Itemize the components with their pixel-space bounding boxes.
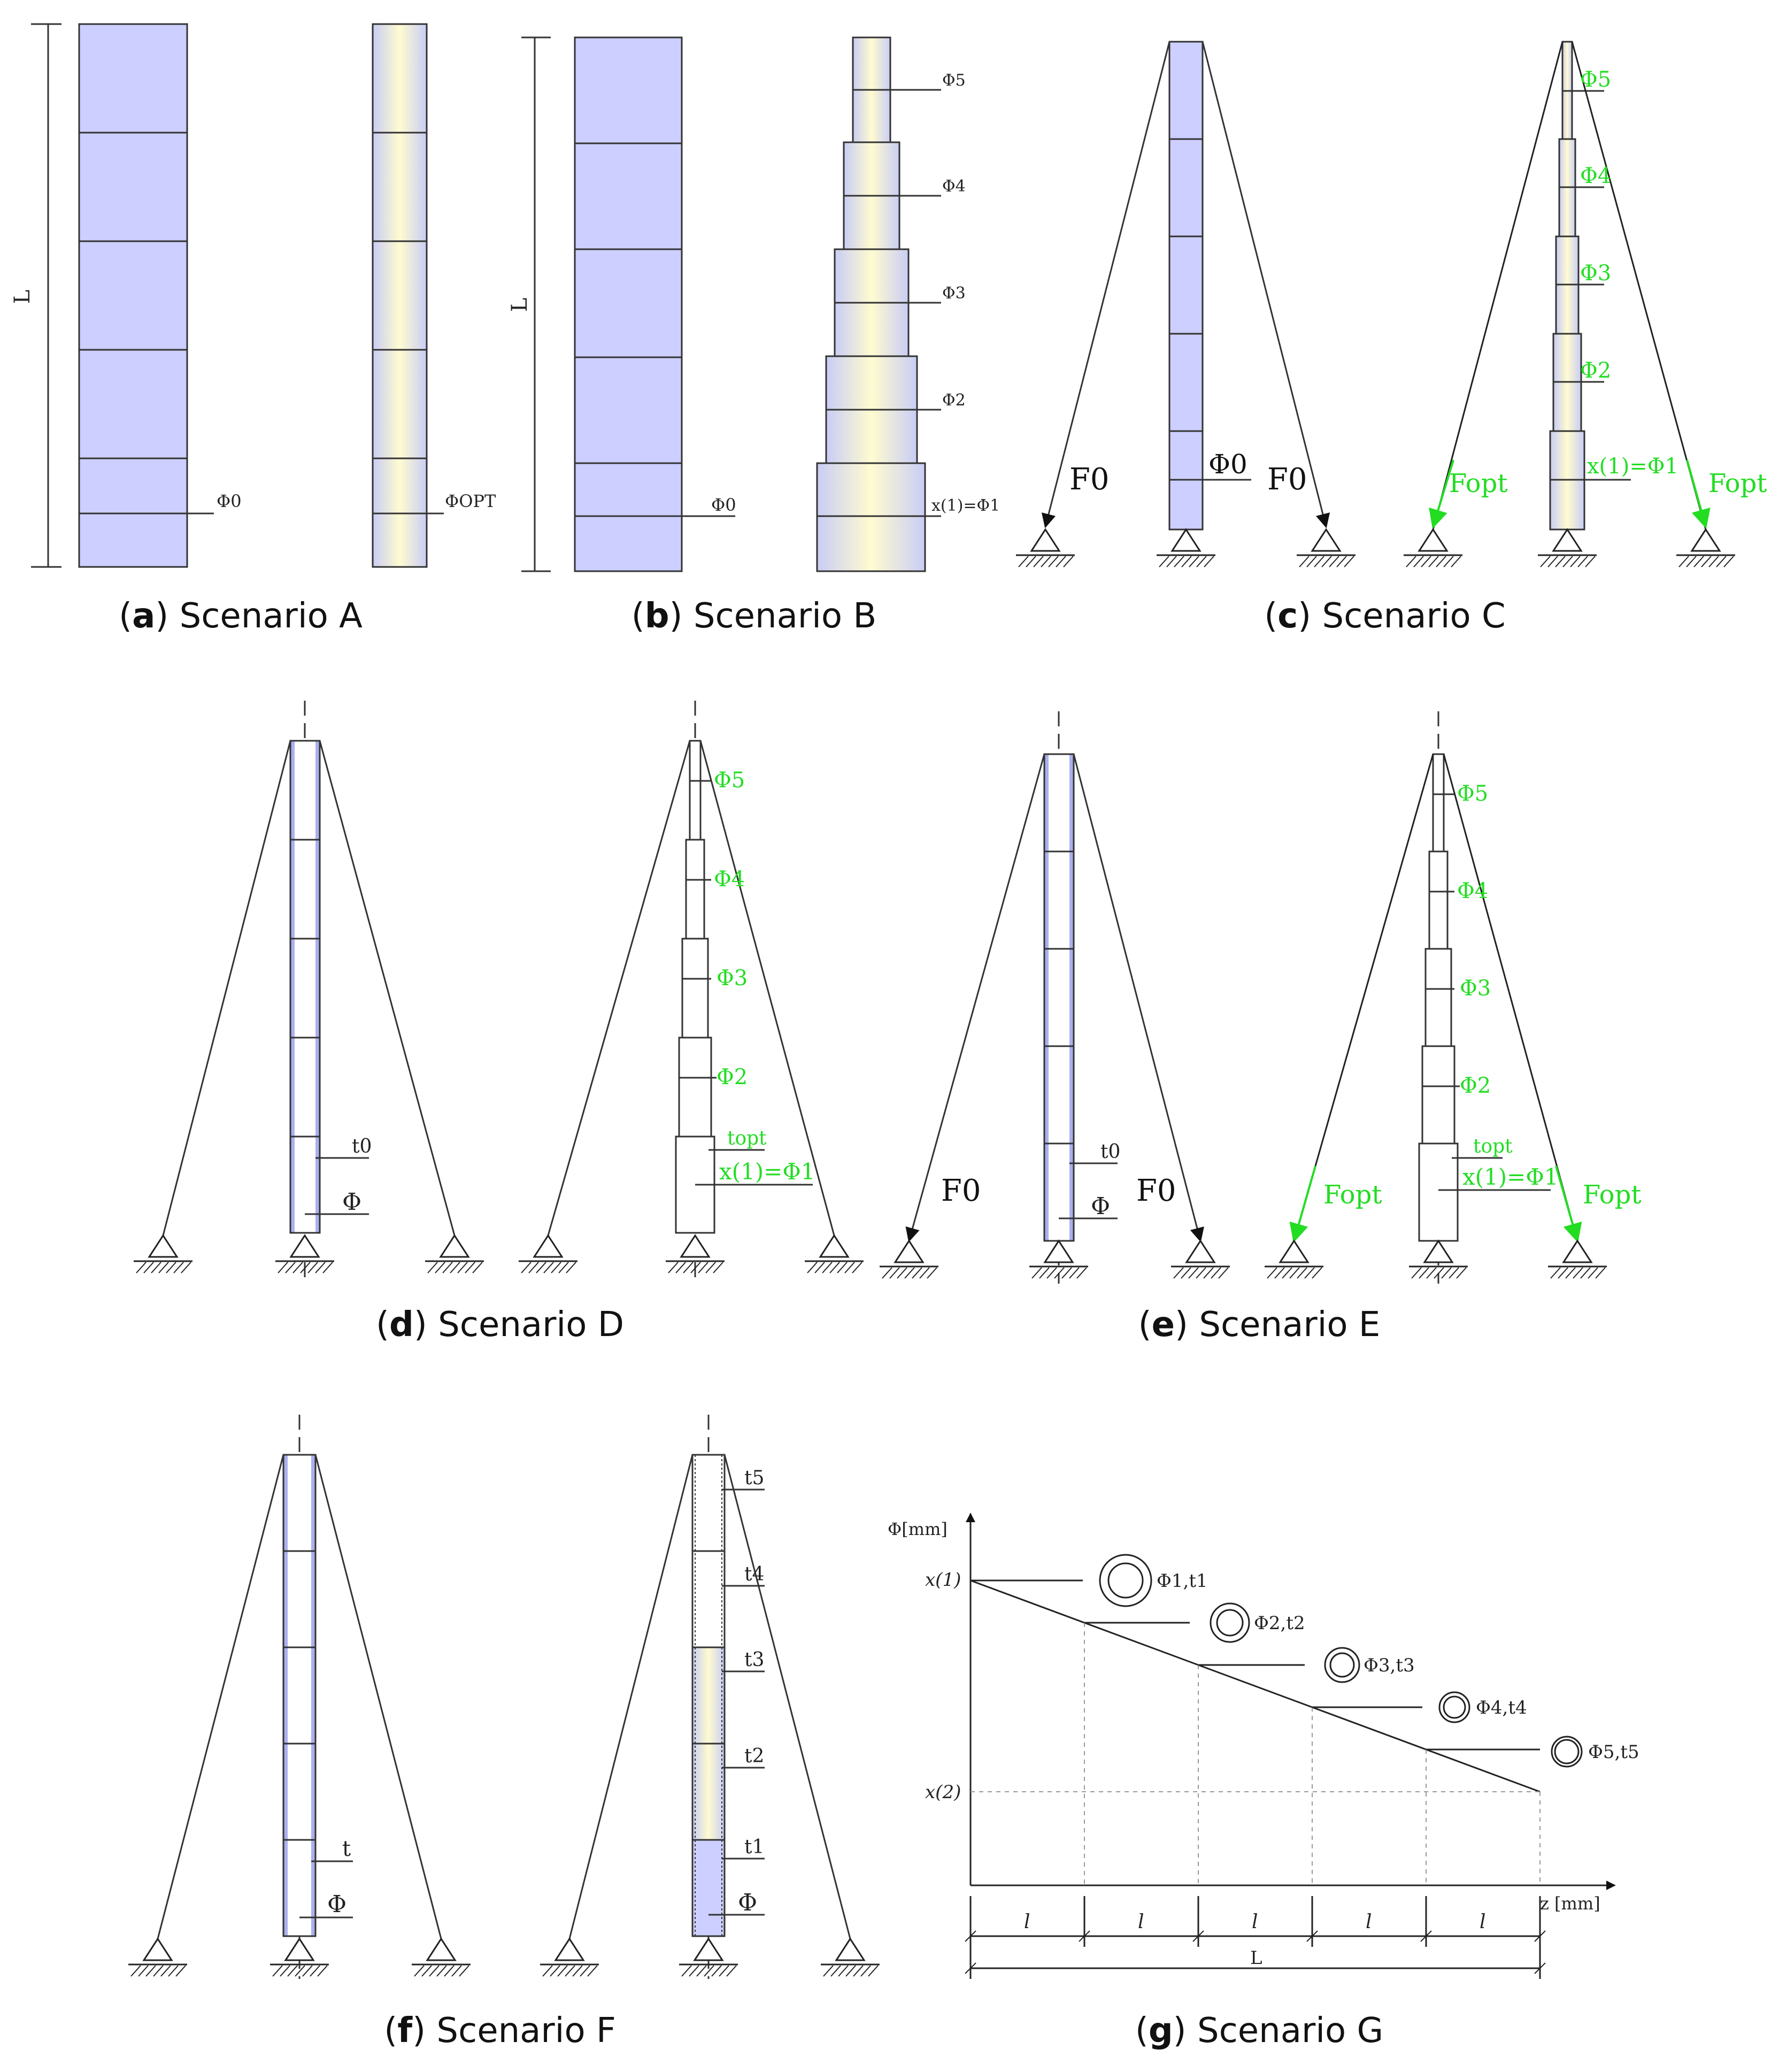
dim-L-a: L <box>10 289 35 304</box>
stepped-segment-1 <box>817 463 925 571</box>
column-c-initial <box>1169 42 1203 529</box>
pin-support-20 <box>412 1939 471 1976</box>
caption-d: (d) Scenario D <box>376 1305 624 1345</box>
label-phi5-e: Φ5 <box>1457 781 1489 806</box>
g-l-label-1: l <box>1024 1911 1030 1933</box>
label-phi0-c: Φ0 <box>1208 449 1247 480</box>
label-phi0-a: Φ0 <box>217 491 242 511</box>
label-Fopt-left-e: Fopt <box>1323 1180 1382 1210</box>
label-phi3-e: Φ3 <box>1460 976 1491 1001</box>
pin-support-23 <box>821 1939 880 1976</box>
label-topt-e: topt <box>1473 1135 1513 1157</box>
pin-support-6 <box>134 1235 192 1273</box>
pin-support-5 <box>1676 529 1735 567</box>
column-a-initial <box>79 24 187 567</box>
pin-support-14 <box>1171 1241 1230 1278</box>
column-e-initial <box>1044 754 1074 1241</box>
panel-g <box>971 1514 1615 1979</box>
dim-L-b: L <box>507 297 532 312</box>
label-phi5-b: Φ5 <box>942 71 966 90</box>
column-a-optimized <box>373 24 427 567</box>
panel-b <box>521 37 941 571</box>
label-t0-e: t0 <box>1100 1141 1121 1163</box>
pin-support-19 <box>270 1939 329 1976</box>
g-l-label-3: l <box>1252 1911 1258 1933</box>
label-phi-d: Φ <box>342 1188 362 1216</box>
g-section-1: Φ1,t1 <box>1157 1570 1208 1592</box>
pin-support-1 <box>1157 529 1215 567</box>
pin-support-22 <box>679 1939 738 1976</box>
g-section-2: Φ2,t2 <box>1254 1613 1305 1634</box>
label-phi5-c: Φ5 <box>1580 67 1612 92</box>
label-phi-f: Φ <box>327 1891 347 1918</box>
pin-support-0 <box>1016 529 1075 567</box>
label-phi4-d: Φ4 <box>714 867 745 892</box>
label-F0-right-e: F0 <box>1136 1173 1176 1208</box>
caption-b: (b) Scenario B <box>631 596 877 636</box>
g-yaxis-label: Φ[mm] <box>888 1519 948 1539</box>
label-phi3-b: Φ3 <box>942 284 966 303</box>
pin-support-9 <box>519 1235 577 1273</box>
g-section-5: Φ5,t5 <box>1588 1741 1639 1763</box>
pin-support-13 <box>1029 1241 1088 1278</box>
label-t5-f: t5 <box>744 1467 765 1489</box>
label-x1-b: x(1)=Φ1 <box>931 496 1000 515</box>
label-t0-d: t0 <box>352 1135 372 1157</box>
label-Fopt-right-e: Fopt <box>1583 1180 1642 1210</box>
label-phi0-b: Φ0 <box>711 495 736 515</box>
label-t-f: t <box>342 1837 351 1861</box>
label-phi2-b: Φ2 <box>942 391 966 410</box>
label-t2-f: t2 <box>744 1745 765 1767</box>
label-phi2-e: Φ2 <box>1460 1073 1491 1098</box>
pin-support-4 <box>1538 529 1597 567</box>
label-phi-e: Φ <box>1091 1193 1111 1220</box>
pin-support-15 <box>1265 1241 1323 1278</box>
label-x1-c: x(1)=Φ1 <box>1587 454 1678 479</box>
label-phi4-c: Φ4 <box>1580 164 1612 188</box>
pin-support-12 <box>880 1241 938 1278</box>
label-phi-f-opt: Φ <box>738 1889 758 1916</box>
pin-support-8 <box>425 1235 484 1273</box>
column-f-initial <box>283 1455 315 1936</box>
g-section-3: Φ3,t3 <box>1364 1655 1415 1676</box>
g-l-label-4: l <box>1366 1911 1372 1933</box>
label-F0-left-c: F0 <box>1069 462 1110 497</box>
label-t4-f: t4 <box>744 1563 765 1585</box>
label-phi5-d: Φ5 <box>714 768 745 793</box>
pin-support-11 <box>805 1235 864 1273</box>
g-xaxis-label: z [mm] <box>1540 1893 1600 1914</box>
column-b-initial <box>575 37 682 571</box>
label-Fopt-right-c: Fopt <box>1708 469 1767 498</box>
pin-supports <box>128 529 1735 1976</box>
label-phi4-b: Φ4 <box>942 177 966 196</box>
caption-g: (g) Scenario G <box>1135 2011 1384 2051</box>
caption-a: (a) Scenario A <box>119 596 363 636</box>
g-x1-label: x(1) <box>925 1569 961 1591</box>
label-phi2-c: Φ2 <box>1580 358 1612 383</box>
column-d-initial <box>290 741 320 1233</box>
label-phi4-e: Φ4 <box>1457 879 1489 903</box>
g-x2-label: x(2) <box>925 1782 961 1803</box>
label-phi3-c: Φ3 <box>1580 261 1612 286</box>
pin-support-16 <box>1409 1241 1468 1278</box>
pin-support-2 <box>1297 529 1356 567</box>
label-F0-left-e: F0 <box>941 1173 981 1208</box>
g-l-label-5: l <box>1480 1911 1486 1933</box>
pin-support-17 <box>1548 1241 1607 1278</box>
pin-support-21 <box>540 1939 599 1976</box>
pin-support-18 <box>128 1939 187 1976</box>
label-phi3-d: Φ3 <box>717 966 748 991</box>
panel-a <box>31 24 444 567</box>
g-L-label: L <box>1250 1947 1262 1969</box>
label-t1-f: t1 <box>744 1836 765 1858</box>
label-x1-e: x(1)=Φ1 <box>1462 1164 1559 1190</box>
label-t3-f: t3 <box>744 1649 765 1671</box>
caption-f: (f) Scenario F <box>384 2011 616 2051</box>
label-topt-d: topt <box>727 1127 767 1149</box>
label-F0-right-c: F0 <box>1267 462 1307 497</box>
g-section-4: Φ4,t4 <box>1476 1697 1527 1718</box>
label-x1-d: x(1)=Φ1 <box>719 1158 815 1185</box>
label-phi2-d: Φ2 <box>717 1065 748 1089</box>
caption-e: (e) Scenario E <box>1138 1305 1381 1345</box>
label-phiopt-a: ΦOPT <box>445 491 496 511</box>
label-Fopt-left-c: Fopt <box>1449 469 1508 498</box>
pin-support-3 <box>1404 529 1462 567</box>
caption-c: (c) Scenario C <box>1264 596 1506 636</box>
g-l-label-2: l <box>1138 1911 1144 1933</box>
